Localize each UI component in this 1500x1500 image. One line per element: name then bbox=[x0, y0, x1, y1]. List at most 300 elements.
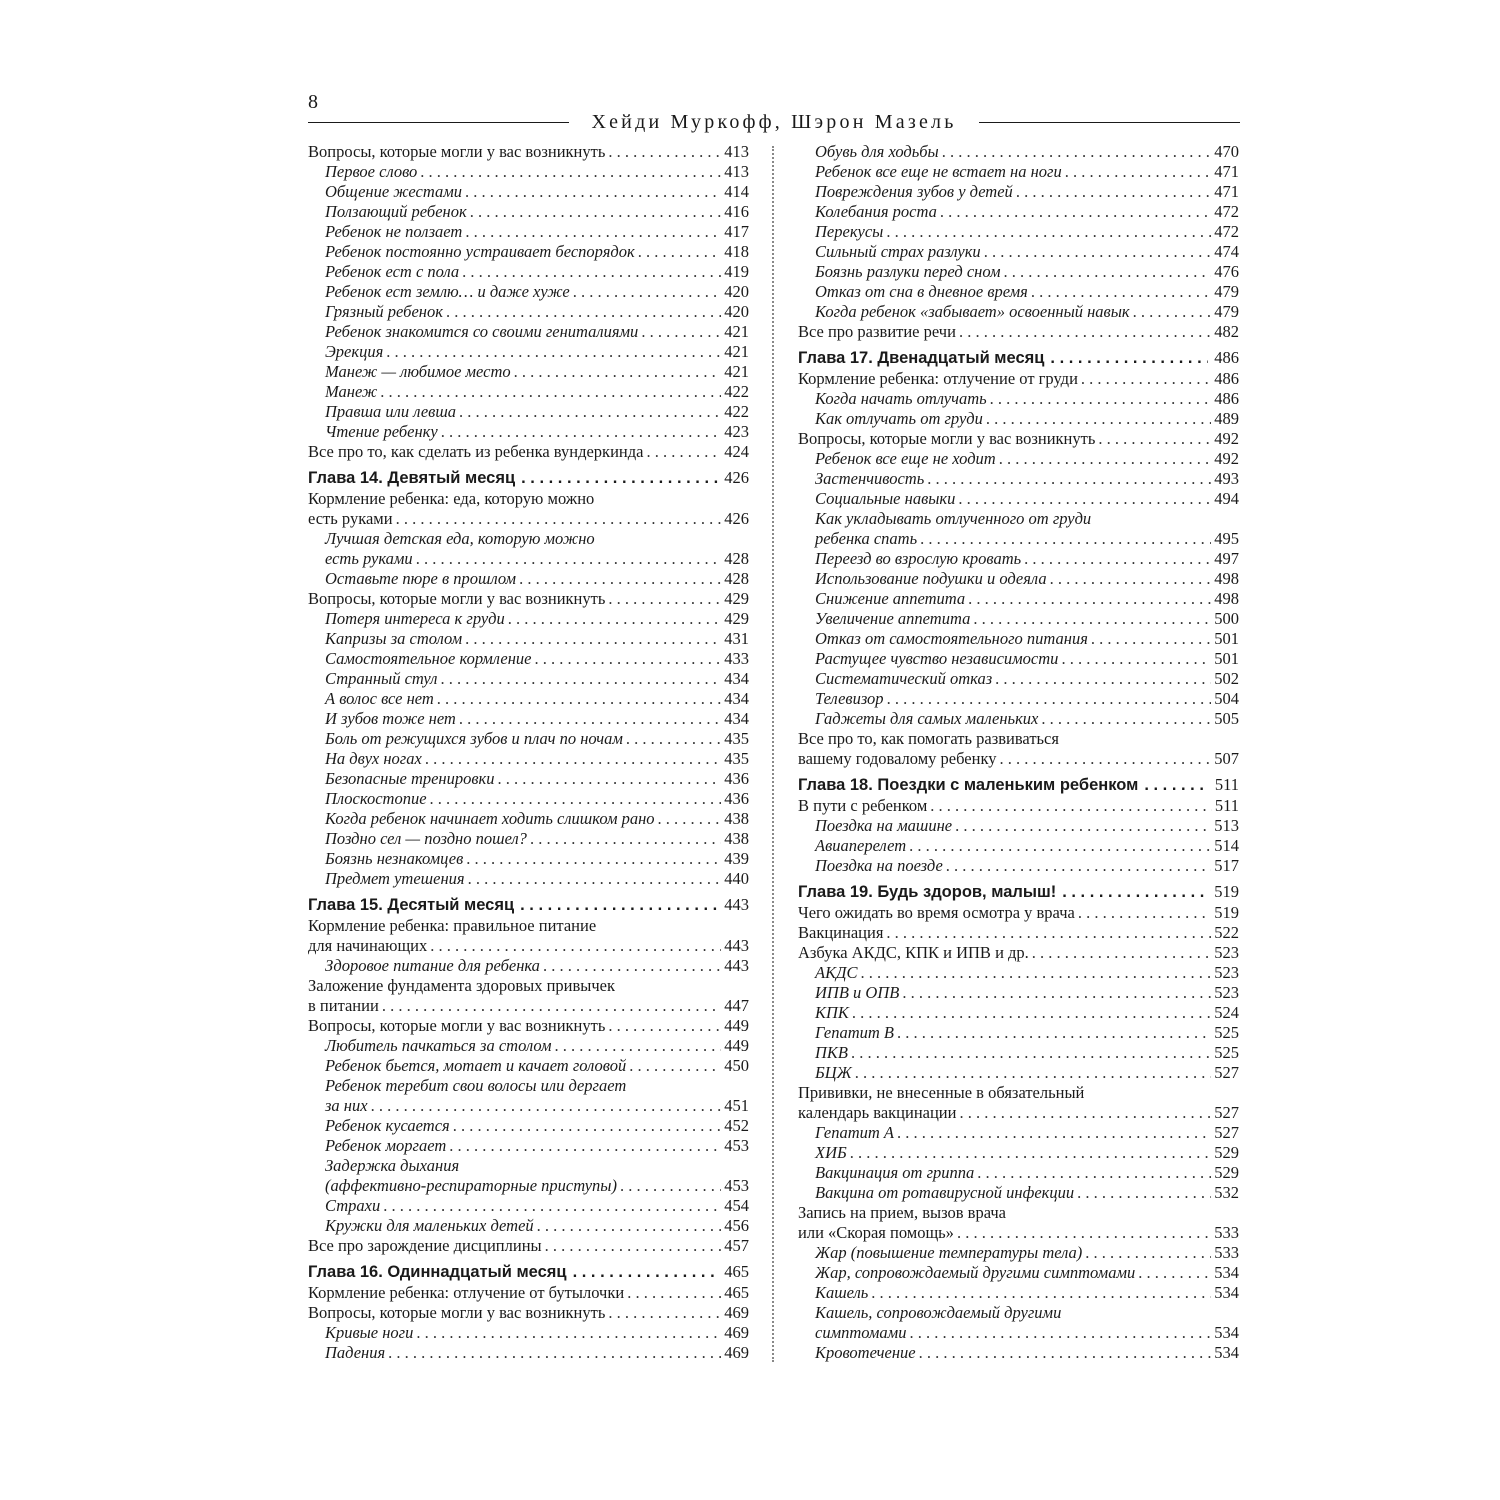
toc-entry bbox=[798, 1223, 1239, 1243]
leader-dots bbox=[902, 983, 1211, 1003]
toc-subentry bbox=[308, 342, 749, 362]
toc-entry-line bbox=[798, 1083, 1239, 1103]
toc-entry bbox=[308, 589, 749, 609]
toc-subentry bbox=[798, 242, 1239, 262]
page-ref: 428 bbox=[724, 569, 749, 588]
toc-subentry bbox=[308, 1036, 749, 1056]
toc-subentry bbox=[798, 816, 1239, 836]
page-ref: 439 bbox=[724, 849, 749, 868]
toc-subentry bbox=[308, 1056, 749, 1076]
entry-title: для начинающих bbox=[308, 936, 428, 955]
leader-dots bbox=[416, 1323, 721, 1343]
entry-title: Вопросы, которые могли у вас возникнуть bbox=[798, 429, 1096, 448]
page-ref: 527 bbox=[1214, 1063, 1239, 1082]
entry-title: Кровотечение bbox=[815, 1343, 916, 1362]
toc-subentry bbox=[798, 1283, 1239, 1303]
leader-dots bbox=[446, 302, 721, 322]
entry-title: Вакцинация bbox=[798, 923, 884, 942]
toc-subentry bbox=[308, 1136, 749, 1156]
toc-subentry bbox=[308, 422, 749, 442]
entry-title: Кашель bbox=[815, 1283, 869, 1302]
page-ref: 423 bbox=[724, 422, 749, 441]
page-ref: 422 bbox=[724, 382, 749, 401]
entry-title: Перекусы bbox=[815, 222, 884, 241]
toc-subentry bbox=[798, 302, 1239, 322]
page-ref: 494 bbox=[1214, 489, 1239, 508]
leader-dots bbox=[995, 669, 1211, 689]
page-ref: 435 bbox=[724, 729, 749, 748]
entry-title: Эрекция bbox=[325, 342, 384, 361]
entry-title: ХИБ bbox=[815, 1143, 847, 1162]
leader-dots bbox=[543, 956, 721, 976]
page-ref: 443 bbox=[724, 895, 749, 914]
entry-title: Ребенок не ползает bbox=[325, 222, 463, 241]
toc-subentry bbox=[798, 1243, 1239, 1263]
toc-subentry bbox=[308, 1323, 749, 1343]
toc-subentry bbox=[308, 222, 749, 242]
page-ref: 420 bbox=[724, 302, 749, 321]
toc-subentry bbox=[308, 849, 749, 869]
page-ref: 472 bbox=[1214, 222, 1239, 241]
entry-title-part: Ребенок теребит свои волосы или дергает bbox=[325, 1076, 627, 1095]
entry-title: Кривые ноги bbox=[325, 1323, 414, 1342]
toc-entry bbox=[798, 369, 1239, 389]
page-ref: 421 bbox=[724, 322, 749, 341]
toc-entry-line bbox=[798, 1203, 1239, 1223]
toc-subentry bbox=[308, 729, 749, 749]
entry-title: Все про зарождение дисциплины bbox=[308, 1236, 542, 1255]
entry-title: Ползающий ребенок bbox=[325, 202, 467, 221]
toc-subentry bbox=[308, 829, 749, 849]
page-ref: 472 bbox=[1214, 202, 1239, 221]
entry-title: Ребенок бьется, мотает и качает головой bbox=[325, 1056, 627, 1075]
toc-subentry bbox=[308, 302, 749, 322]
leader-dots bbox=[573, 1261, 719, 1283]
entry-title: ребенка спать bbox=[815, 529, 918, 548]
leader-dots bbox=[626, 729, 721, 749]
page-ref: 501 bbox=[1214, 629, 1239, 648]
page-ref: 498 bbox=[1214, 569, 1239, 588]
leader-dots bbox=[968, 589, 1211, 609]
entry-title: КПК bbox=[815, 1003, 849, 1022]
entry-title: Боязнь разлуки перед сном bbox=[815, 262, 1001, 281]
toc-subentry bbox=[308, 162, 749, 182]
page-ref: 482 bbox=[1214, 322, 1239, 341]
page-ref: 465 bbox=[724, 1262, 749, 1281]
leader-dots bbox=[852, 1003, 1211, 1023]
toc-entry-line bbox=[308, 916, 749, 936]
page-ref: 436 bbox=[724, 789, 749, 808]
page-ref: 434 bbox=[724, 709, 749, 728]
page-ref: 431 bbox=[724, 629, 749, 648]
leader-dots bbox=[629, 1056, 721, 1076]
entry-title-part: Запись на прием, вызов врача bbox=[798, 1203, 1006, 1222]
leader-dots bbox=[519, 569, 721, 589]
leader-dots bbox=[465, 629, 721, 649]
toc-subentry bbox=[798, 1323, 1239, 1343]
toc-subentry-line bbox=[308, 1156, 749, 1176]
entry-title: Вакцинация от гриппа bbox=[815, 1163, 975, 1182]
page-ref: 453 bbox=[724, 1176, 749, 1195]
leader-dots bbox=[999, 749, 1211, 769]
leader-dots bbox=[545, 1236, 722, 1256]
running-head bbox=[308, 108, 1240, 136]
entry-title: симптомами bbox=[815, 1323, 907, 1342]
page-ref: 421 bbox=[724, 342, 749, 361]
leader-dots bbox=[608, 589, 721, 609]
entry-title: Поездка на машине bbox=[815, 816, 953, 835]
leader-dots bbox=[1003, 262, 1211, 282]
leader-dots bbox=[468, 869, 722, 889]
page-ref: 498 bbox=[1214, 589, 1239, 608]
page-ref: 525 bbox=[1214, 1043, 1239, 1062]
entry-title: Оставьте пюре в прошлом bbox=[325, 569, 517, 588]
leader-dots bbox=[1031, 282, 1211, 302]
page-ref: 534 bbox=[1214, 1263, 1239, 1282]
entry-title: Все про развитие речи bbox=[798, 322, 956, 341]
entry-title: за них bbox=[325, 1096, 368, 1115]
page-ref: 426 bbox=[724, 509, 749, 528]
entry-title: Манеж — любимое место bbox=[325, 362, 511, 381]
entry-title: Кормление ребенка: отлучение от груди bbox=[798, 369, 1078, 388]
leader-dots bbox=[465, 182, 721, 202]
page-ref: 449 bbox=[724, 1016, 749, 1035]
toc-subentry bbox=[798, 1163, 1239, 1183]
entry-title: И зубов тоже нет bbox=[325, 709, 456, 728]
entry-title: Жар (повышение температуры тела) bbox=[815, 1243, 1083, 1262]
entry-title: Застенчивость bbox=[815, 469, 925, 488]
entry-title: Систематический отказ bbox=[815, 669, 993, 688]
page-ref: 519 bbox=[1214, 882, 1239, 901]
entry-title: Гепатит B bbox=[815, 1023, 895, 1042]
chapter-title: Глава 14. Девятый месяц bbox=[308, 469, 516, 487]
leader-dots bbox=[984, 242, 1212, 262]
leader-dots bbox=[930, 796, 1212, 816]
page-ref: 523 bbox=[1214, 983, 1239, 1002]
leader-dots bbox=[520, 894, 718, 916]
toc-entry bbox=[308, 1283, 749, 1303]
page-ref: 505 bbox=[1214, 709, 1239, 728]
leader-dots bbox=[942, 142, 1212, 162]
page-ref: 469 bbox=[724, 1323, 749, 1342]
toc-entry-line bbox=[798, 729, 1239, 749]
page-ref: 519 bbox=[1214, 903, 1239, 922]
page-ref: 534 bbox=[1214, 1283, 1239, 1302]
toc-subentry bbox=[308, 669, 749, 689]
entry-title: вашему годовалому ребенку bbox=[798, 749, 997, 768]
toc-subentry bbox=[308, 322, 749, 342]
page-ref: 529 bbox=[1214, 1143, 1239, 1162]
leader-dots bbox=[959, 322, 1211, 342]
page-ref: 474 bbox=[1214, 242, 1239, 261]
toc-subentry bbox=[798, 549, 1239, 569]
entry-title: Ребенок все еще не встает на ноги bbox=[815, 162, 1062, 181]
entry-title: Поздно сел — поздно пошел? bbox=[325, 829, 527, 848]
leader-dots bbox=[887, 689, 1212, 709]
page-ref: 456 bbox=[724, 1216, 749, 1235]
leader-dots bbox=[909, 1323, 1211, 1343]
entry-title: Ребенок моргает bbox=[325, 1136, 447, 1155]
entry-title: Чего ожидать во время осмотра у врача bbox=[798, 903, 1075, 922]
toc-entry bbox=[308, 509, 749, 529]
leader-dots bbox=[382, 996, 721, 1016]
leader-dots bbox=[470, 202, 722, 222]
chapter-title: Глава 17. Двенадцатый месяц bbox=[798, 349, 1045, 367]
leader-dots bbox=[1144, 774, 1209, 796]
entry-title: Когда начать отлучать bbox=[815, 389, 987, 408]
leader-dots bbox=[441, 422, 722, 442]
toc-entry-line bbox=[308, 489, 749, 509]
leader-dots bbox=[1138, 1263, 1211, 1283]
entry-title: В пути с ребенком bbox=[798, 796, 928, 815]
toc-chapter-heading bbox=[798, 881, 1239, 903]
page-ref: 479 bbox=[1214, 282, 1239, 301]
leader-dots bbox=[380, 382, 721, 402]
entry-title: календарь вакцинации bbox=[798, 1103, 957, 1122]
toc-subentry bbox=[798, 202, 1239, 222]
entry-title: Ребенок ест землю… и даже хуже bbox=[325, 282, 570, 301]
leader-dots bbox=[959, 1103, 1211, 1123]
leader-dots bbox=[1061, 649, 1211, 669]
page-ref: 438 bbox=[724, 809, 749, 828]
leader-dots bbox=[608, 1016, 721, 1036]
entry-title: Ребенок кусается bbox=[325, 1116, 450, 1135]
entry-title: ПКВ bbox=[815, 1043, 848, 1062]
page-ref: 534 bbox=[1214, 1323, 1239, 1342]
leader-dots bbox=[430, 789, 722, 809]
running-title: Хейди Муркофф, Шэрон Мазель bbox=[591, 111, 957, 133]
toc-entry bbox=[798, 796, 1239, 816]
toc-subentry bbox=[798, 282, 1239, 302]
entry-title: Растущее чувство независимости bbox=[815, 649, 1059, 668]
entry-title: Переезд во взрослую кровать bbox=[815, 549, 1022, 568]
page-ref: 471 bbox=[1214, 162, 1239, 181]
toc-subentry bbox=[798, 1183, 1239, 1203]
toc-subentry bbox=[308, 869, 749, 889]
page-ref: 414 bbox=[724, 182, 749, 201]
entry-title: Манеж bbox=[325, 382, 378, 401]
toc-entry bbox=[308, 1236, 749, 1256]
page-ref: 470 bbox=[1214, 142, 1239, 161]
page-ref: 413 bbox=[724, 162, 749, 181]
entry-title: Обувь для ходьбы bbox=[815, 142, 939, 161]
leader-dots bbox=[420, 162, 721, 182]
page-ref: 421 bbox=[724, 362, 749, 381]
toc-entry bbox=[308, 442, 749, 462]
entry-title: (аффективно-респираторные приступы) bbox=[325, 1176, 617, 1195]
leader-dots bbox=[386, 342, 721, 362]
entry-title: Ребенок все еще не ходит bbox=[815, 449, 996, 468]
leader-dots bbox=[641, 322, 721, 342]
header-rule-left bbox=[308, 122, 569, 123]
toc-subentry bbox=[798, 222, 1239, 242]
leader-dots bbox=[437, 689, 721, 709]
leader-dots bbox=[1062, 881, 1208, 903]
page-ref: 436 bbox=[724, 769, 749, 788]
header-rule-right bbox=[979, 122, 1240, 123]
toc-subentry bbox=[798, 1043, 1239, 1063]
toc-subentry bbox=[798, 589, 1239, 609]
entry-title: Капризы за столом bbox=[325, 629, 463, 648]
chapter-title: Глава 19. Будь здоров, малыш! bbox=[798, 883, 1057, 901]
page-ref: 417 bbox=[724, 222, 749, 241]
toc-entry bbox=[798, 749, 1239, 769]
leader-dots bbox=[453, 1116, 722, 1136]
toc-subentry bbox=[308, 649, 749, 669]
page-ref: 413 bbox=[724, 142, 749, 161]
page-ref: 533 bbox=[1214, 1223, 1239, 1242]
entry-title: Жар, сопровождаемый другими симптомами bbox=[815, 1263, 1136, 1282]
leader-dots bbox=[946, 856, 1211, 876]
toc-subentry bbox=[308, 262, 749, 282]
page-ref: 486 bbox=[1214, 348, 1239, 367]
entry-title: Вакцина от ротавирусной инфекции bbox=[815, 1183, 1075, 1202]
entry-title: Поездка на поезде bbox=[815, 856, 943, 875]
entry-title: Ребенок ест с пола bbox=[325, 262, 460, 281]
page-ref: 433 bbox=[724, 649, 749, 668]
leader-dots bbox=[498, 769, 722, 789]
leader-dots bbox=[608, 1303, 721, 1323]
column-divider bbox=[772, 146, 774, 1362]
leader-dots bbox=[388, 1343, 721, 1363]
leader-dots bbox=[459, 402, 721, 422]
leader-dots bbox=[986, 409, 1211, 429]
page-ref: 447 bbox=[724, 996, 749, 1015]
page-ref: 533 bbox=[1214, 1243, 1239, 1262]
entry-title: ИПВ и ОПВ bbox=[815, 983, 900, 1002]
toc-subentry bbox=[798, 1143, 1239, 1163]
leader-dots bbox=[620, 1176, 721, 1196]
page-ref: 492 bbox=[1214, 429, 1239, 448]
entry-title: Падения bbox=[325, 1343, 386, 1362]
entry-title: Вопросы, которые могли у вас возникнуть bbox=[308, 1016, 606, 1035]
toc-subentry bbox=[798, 162, 1239, 182]
leader-dots bbox=[638, 242, 722, 262]
toc-subentry-line bbox=[798, 509, 1239, 529]
toc-subentry bbox=[798, 389, 1239, 409]
toc-subentry bbox=[308, 749, 749, 769]
page-ref: 489 bbox=[1214, 409, 1239, 428]
page-ref: 454 bbox=[724, 1196, 749, 1215]
page-ref: 450 bbox=[724, 1056, 749, 1075]
leader-dots bbox=[530, 829, 721, 849]
page-ref: 457 bbox=[724, 1236, 749, 1255]
page-ref: 525 bbox=[1214, 1023, 1239, 1042]
page-number: 8 bbox=[308, 91, 318, 113]
leader-dots bbox=[1016, 182, 1211, 202]
toc-subentry bbox=[798, 963, 1239, 983]
toc-subentry bbox=[798, 629, 1239, 649]
leader-dots bbox=[999, 449, 1212, 469]
leader-dots bbox=[919, 1343, 1212, 1363]
entry-title: Вопросы, которые могли у вас возникнуть bbox=[308, 589, 606, 608]
entry-title: Вопросы, которые могли у вас возникнуть bbox=[308, 1303, 606, 1322]
entry-title: Кружки для маленьких детей bbox=[325, 1216, 534, 1235]
leader-dots bbox=[1050, 569, 1212, 589]
leader-dots bbox=[521, 467, 718, 489]
page-ref: 511 bbox=[1214, 775, 1239, 794]
entry-title: Чтение ребенку bbox=[325, 422, 438, 441]
leader-dots bbox=[861, 963, 1212, 983]
leader-dots bbox=[940, 202, 1211, 222]
page-ref: 476 bbox=[1214, 262, 1239, 281]
toc-subentry bbox=[308, 549, 749, 569]
toc-entry bbox=[308, 996, 749, 1016]
toc-subentry bbox=[798, 489, 1239, 509]
page-ref: 452 bbox=[724, 1116, 749, 1135]
toc-entry bbox=[798, 322, 1239, 342]
toc-subentry bbox=[798, 569, 1239, 589]
toc-entry bbox=[798, 923, 1239, 943]
entry-title-part: Задержка дыхания bbox=[325, 1156, 460, 1175]
page-ref: 469 bbox=[724, 1343, 749, 1362]
toc-subentry bbox=[798, 262, 1239, 282]
toc-subentry bbox=[308, 569, 749, 589]
toc-subentry bbox=[798, 1123, 1239, 1143]
leader-dots bbox=[573, 282, 722, 302]
leader-dots bbox=[897, 1023, 1211, 1043]
page-ref: 418 bbox=[724, 242, 749, 261]
entry-title-part: Кормление ребенка: еда, которую можно bbox=[308, 489, 595, 508]
page-ref: 532 bbox=[1214, 1183, 1239, 1202]
page-ref: 497 bbox=[1214, 549, 1239, 568]
leader-dots bbox=[440, 669, 721, 689]
leader-dots bbox=[465, 222, 721, 242]
toc-subentry bbox=[798, 669, 1239, 689]
leader-dots bbox=[1041, 709, 1211, 729]
page-ref: 449 bbox=[724, 1036, 749, 1055]
page-ref: 493 bbox=[1214, 469, 1239, 488]
entry-title: Самостоятельное кормление bbox=[325, 649, 532, 668]
toc-subentry bbox=[308, 1096, 749, 1116]
toc-subentry bbox=[798, 609, 1239, 629]
leader-dots bbox=[396, 509, 722, 529]
leader-dots bbox=[927, 469, 1211, 489]
entry-title: Здоровое питание для ребенка bbox=[325, 956, 540, 975]
leader-dots bbox=[1024, 549, 1211, 569]
entry-title: Когда ребенок начинает ходить слишком рано bbox=[325, 809, 655, 828]
page-ref: 501 bbox=[1214, 649, 1239, 668]
entry-title: Безопасные тренировки bbox=[325, 769, 495, 788]
entry-title: есть руками bbox=[308, 509, 393, 528]
toc-chapter-heading bbox=[798, 774, 1239, 796]
toc-subentry bbox=[308, 402, 749, 422]
toc-chapter-heading bbox=[308, 467, 749, 489]
page-ref: 517 bbox=[1214, 856, 1239, 875]
toc-chapter-heading bbox=[308, 1261, 749, 1283]
entry-title: Вопросы, которые могли у вас возникнуть bbox=[308, 142, 606, 161]
toc-column-left bbox=[308, 142, 749, 1363]
page-ref: 443 bbox=[724, 956, 749, 975]
entry-title: Правша или левша bbox=[325, 402, 457, 421]
chapter-title: Глава 16. Одиннадцатый месяц bbox=[308, 1263, 567, 1281]
toc-subentry bbox=[308, 282, 749, 302]
toc-subentry bbox=[798, 856, 1239, 876]
entry-title: есть руками bbox=[325, 549, 413, 568]
entry-title: А волос все нет bbox=[325, 689, 434, 708]
page-ref: 426 bbox=[724, 468, 749, 487]
toc-subentry-line bbox=[308, 1076, 749, 1096]
entry-title: БЦЖ bbox=[815, 1063, 852, 1082]
entry-title: Отказ от самостоятельного питания bbox=[815, 629, 1088, 648]
page-ref: 416 bbox=[724, 202, 749, 221]
leader-dots bbox=[920, 529, 1211, 549]
leader-dots bbox=[855, 1063, 1211, 1083]
leader-dots bbox=[897, 1123, 1211, 1143]
leader-dots bbox=[1077, 1183, 1211, 1203]
entry-title: Странный стул bbox=[325, 669, 438, 688]
entry-title-part: Лучшая детская еда, которую можно bbox=[325, 529, 595, 548]
